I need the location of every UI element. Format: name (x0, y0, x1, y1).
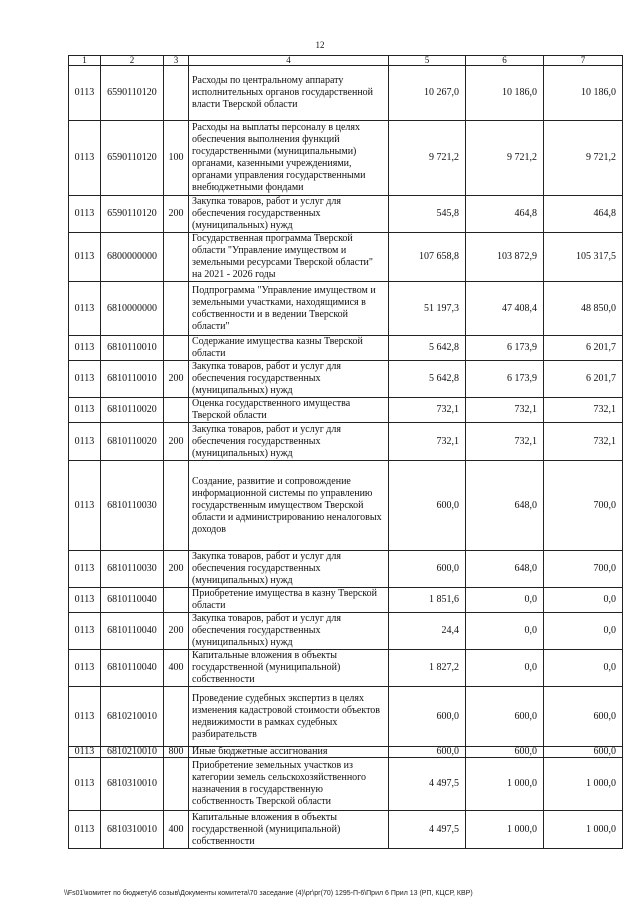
target-article-code: 6590110120 (101, 196, 164, 233)
section-code: 0113 (69, 423, 101, 461)
amount-col5: 4 497,5 (389, 758, 466, 811)
section-code: 0113 (69, 687, 101, 747)
amount-col5: 732,1 (389, 423, 466, 461)
table-row (69, 361, 623, 398)
amount-col5: 4 497,5 (389, 811, 466, 849)
expense-type-code: 800 (164, 747, 189, 758)
section-code: 0113 (69, 613, 101, 650)
amount-col6: 464,8 (466, 196, 544, 233)
amount-col7: 1 000,0 (544, 811, 623, 849)
table-row (69, 613, 623, 650)
amount-col7: 1 000,0 (544, 758, 623, 811)
column-header: 3 (164, 56, 189, 66)
expense-name: Проведение судебных экспертиз в целях изменения кадастровой стоимости объектов недвижимости в рамках судебных разбирательств (189, 687, 389, 747)
target-article-code: 6810210010 (101, 687, 164, 747)
expense-type-code: 100 (164, 121, 189, 196)
amount-col5: 1 851,6 (389, 588, 466, 613)
amount-col7: 6 201,7 (544, 336, 623, 361)
amount-col6: 1 000,0 (466, 811, 544, 849)
expense-name: Капитальные вложения в объекты государственной (муниципальной) собственности (189, 650, 389, 687)
table-row (69, 233, 623, 282)
amount-col7: 0,0 (544, 613, 623, 650)
table-row (69, 747, 623, 758)
target-article-code: 6810110010 (101, 336, 164, 361)
section-code: 0113 (69, 282, 101, 336)
amount-col7: 9 721,2 (544, 121, 623, 196)
target-article-code: 6810310010 (101, 811, 164, 849)
table-row (69, 196, 623, 233)
amount-col6: 600,0 (466, 747, 544, 758)
table-row (69, 650, 623, 687)
expense-type-code: 200 (164, 361, 189, 398)
expense-name: Создание, развитие и сопровождение информационной системы по управлению государственным имуществом Тверской области и администрированию неналоговых доходов (189, 461, 389, 551)
amount-col6: 9 721,2 (466, 121, 544, 196)
section-code: 0113 (69, 66, 101, 121)
table-row (69, 336, 623, 361)
section-code: 0113 (69, 758, 101, 811)
amount-col7: 48 850,0 (544, 282, 623, 336)
amount-col5: 600,0 (389, 747, 466, 758)
target-article-code: 6590110120 (101, 66, 164, 121)
amount-col7: 6 201,7 (544, 361, 623, 398)
column-header: 7 (544, 56, 623, 66)
table-row (69, 121, 623, 196)
section-code: 0113 (69, 551, 101, 588)
column-header: 4 (189, 56, 389, 66)
amount-col6: 103 872,9 (466, 233, 544, 282)
expense-name: Закупка товаров, работ и услуг для обеспечения государственных (муниципальных) нужд (189, 551, 389, 588)
section-code: 0113 (69, 196, 101, 233)
table-row (69, 551, 623, 588)
expense-type-code (164, 588, 189, 613)
section-code: 0113 (69, 588, 101, 613)
section-code: 0113 (69, 233, 101, 282)
section-code: 0113 (69, 336, 101, 361)
amount-col6: 0,0 (466, 650, 544, 687)
expense-name: Иные бюджетные ассигнования (189, 747, 389, 758)
amount-col5: 5 642,8 (389, 336, 466, 361)
section-code: 0113 (69, 811, 101, 849)
target-article-code: 6810110010 (101, 361, 164, 398)
section-code: 0113 (69, 121, 101, 196)
amount-col6: 6 173,9 (466, 361, 544, 398)
target-article-code: 6810110030 (101, 551, 164, 588)
column-header: 6 (466, 56, 544, 66)
target-article-code: 6810000000 (101, 282, 164, 336)
amount-col6: 732,1 (466, 423, 544, 461)
column-header: 1 (69, 56, 101, 66)
amount-col6: 0,0 (466, 588, 544, 613)
amount-col6: 648,0 (466, 461, 544, 551)
amount-col5: 51 197,3 (389, 282, 466, 336)
expense-type-code (164, 233, 189, 282)
amount-col7: 105 317,5 (544, 233, 623, 282)
target-article-code: 6810110020 (101, 398, 164, 423)
amount-col6: 6 173,9 (466, 336, 544, 361)
table-row (69, 588, 623, 613)
amount-col7: 10 186,0 (544, 66, 623, 121)
amount-col7: 700,0 (544, 461, 623, 551)
expense-name: Капитальные вложения в объекты государственной (муниципальной) собственности (189, 811, 389, 849)
expense-type-code (164, 687, 189, 747)
amount-col5: 10 267,0 (389, 66, 466, 121)
amount-col5: 5 642,8 (389, 361, 466, 398)
table-row (69, 282, 623, 336)
expense-type-code (164, 336, 189, 361)
expense-name: Закупка товаров, работ и услуг для обеспечения государственных (муниципальных) нужд (189, 361, 389, 398)
expense-name: Закупка товаров, работ и услуг для обеспечения государственных (муниципальных) нужд (189, 196, 389, 233)
table-row (69, 811, 623, 849)
amount-col7: 600,0 (544, 747, 623, 758)
expense-name: Расходы по центральному аппарату исполнительных органов государственной власти Тверской области (189, 66, 389, 121)
amount-col6: 47 408,4 (466, 282, 544, 336)
amount-col7: 0,0 (544, 588, 623, 613)
amount-col5: 600,0 (389, 687, 466, 747)
expense-type-code: 200 (164, 423, 189, 461)
section-code: 0113 (69, 461, 101, 551)
table-row (69, 423, 623, 461)
table-row (69, 398, 623, 423)
target-article-code: 6590110120 (101, 121, 164, 196)
table-row (69, 461, 623, 551)
amount-col6: 10 186,0 (466, 66, 544, 121)
amount-col5: 24,4 (389, 613, 466, 650)
expense-type-code: 400 (164, 650, 189, 687)
target-article-code: 6810110040 (101, 650, 164, 687)
expense-type-code: 400 (164, 811, 189, 849)
amount-col7: 0,0 (544, 650, 623, 687)
amount-col5: 107 658,8 (389, 233, 466, 282)
amount-col6: 1 000,0 (466, 758, 544, 811)
amount-col5: 1 827,2 (389, 650, 466, 687)
target-article-code: 6810210010 (101, 747, 164, 758)
target-article-code: 6810110020 (101, 423, 164, 461)
expense-type-code (164, 282, 189, 336)
expense-name: Оценка государственного имущества Тверской области (189, 398, 389, 423)
expense-name: Государственная программа Тверской области "Управление имуществом и земельными ресурсами Тверской области" на 2021 - 2026 годы (189, 233, 389, 282)
amount-col7: 732,1 (544, 398, 623, 423)
expense-type-code: 200 (164, 613, 189, 650)
amount-col5: 600,0 (389, 551, 466, 588)
amount-col7: 464,8 (544, 196, 623, 233)
amount-col6: 0,0 (466, 613, 544, 650)
expense-type-code (164, 461, 189, 551)
section-code: 0113 (69, 747, 101, 758)
target-article-code: 6810310010 (101, 758, 164, 811)
amount-col5: 545,8 (389, 196, 466, 233)
amount-col6: 648,0 (466, 551, 544, 588)
amount-col7: 700,0 (544, 551, 623, 588)
table-row (69, 66, 623, 121)
expense-type-code (164, 398, 189, 423)
expense-name: Подпрограмма "Управление имуществом и земельными участками, находящимися в собственности и в ведении Тверской области" (189, 282, 389, 336)
column-number-row (69, 56, 623, 66)
target-article-code: 6810110040 (101, 588, 164, 613)
amount-col5: 732,1 (389, 398, 466, 423)
amount-col5: 600,0 (389, 461, 466, 551)
expense-name: Закупка товаров, работ и услуг для обеспечения государственных (муниципальных) нужд (189, 613, 389, 650)
amount-col7: 600,0 (544, 687, 623, 747)
column-header: 2 (101, 56, 164, 66)
table-row (69, 687, 623, 747)
amount-col6: 600,0 (466, 687, 544, 747)
section-code: 0113 (69, 361, 101, 398)
amount-col7: 732,1 (544, 423, 623, 461)
expense-type-code (164, 758, 189, 811)
expense-name: Расходы на выплаты персоналу в целях обеспечения выполнения функций государственными (муниципальными) органами, казенными учреждениями, органами управления государственными внебюджетными фондами (189, 121, 389, 196)
expense-name: Содержание имущества казны Тверской области (189, 336, 389, 361)
page-number: 12 (315, 40, 325, 50)
amount-col5: 9 721,2 (389, 121, 466, 196)
expense-type-code: 200 (164, 551, 189, 588)
expense-type-code: 200 (164, 196, 189, 233)
file-path-footer: \\Fs01\комитет по бюджету\6 созыв\Документы комитета\70 заседание (4)\рг\рг(70) 1295-П-6\Прил 6 Прил 13 (РП, КЦСР, КВР) (64, 890, 473, 897)
target-article-code: 6800000000 (101, 233, 164, 282)
budget-table (68, 55, 623, 849)
column-header: 5 (389, 56, 466, 66)
target-article-code: 6810110030 (101, 461, 164, 551)
expense-name: Закупка товаров, работ и услуг для обеспечения государственных (муниципальных) нужд (189, 423, 389, 461)
expense-name: Приобретение имущества в казну Тверской области (189, 588, 389, 613)
section-code: 0113 (69, 398, 101, 423)
amount-col6: 732,1 (466, 398, 544, 423)
section-code: 0113 (69, 650, 101, 687)
expense-name: Приобретение земельных участков из категории земель сельскохозяйственного назначения в государственную собственность Тверской области (189, 758, 389, 811)
table-row (69, 758, 623, 811)
expense-type-code (164, 66, 189, 121)
target-article-code: 6810110040 (101, 613, 164, 650)
